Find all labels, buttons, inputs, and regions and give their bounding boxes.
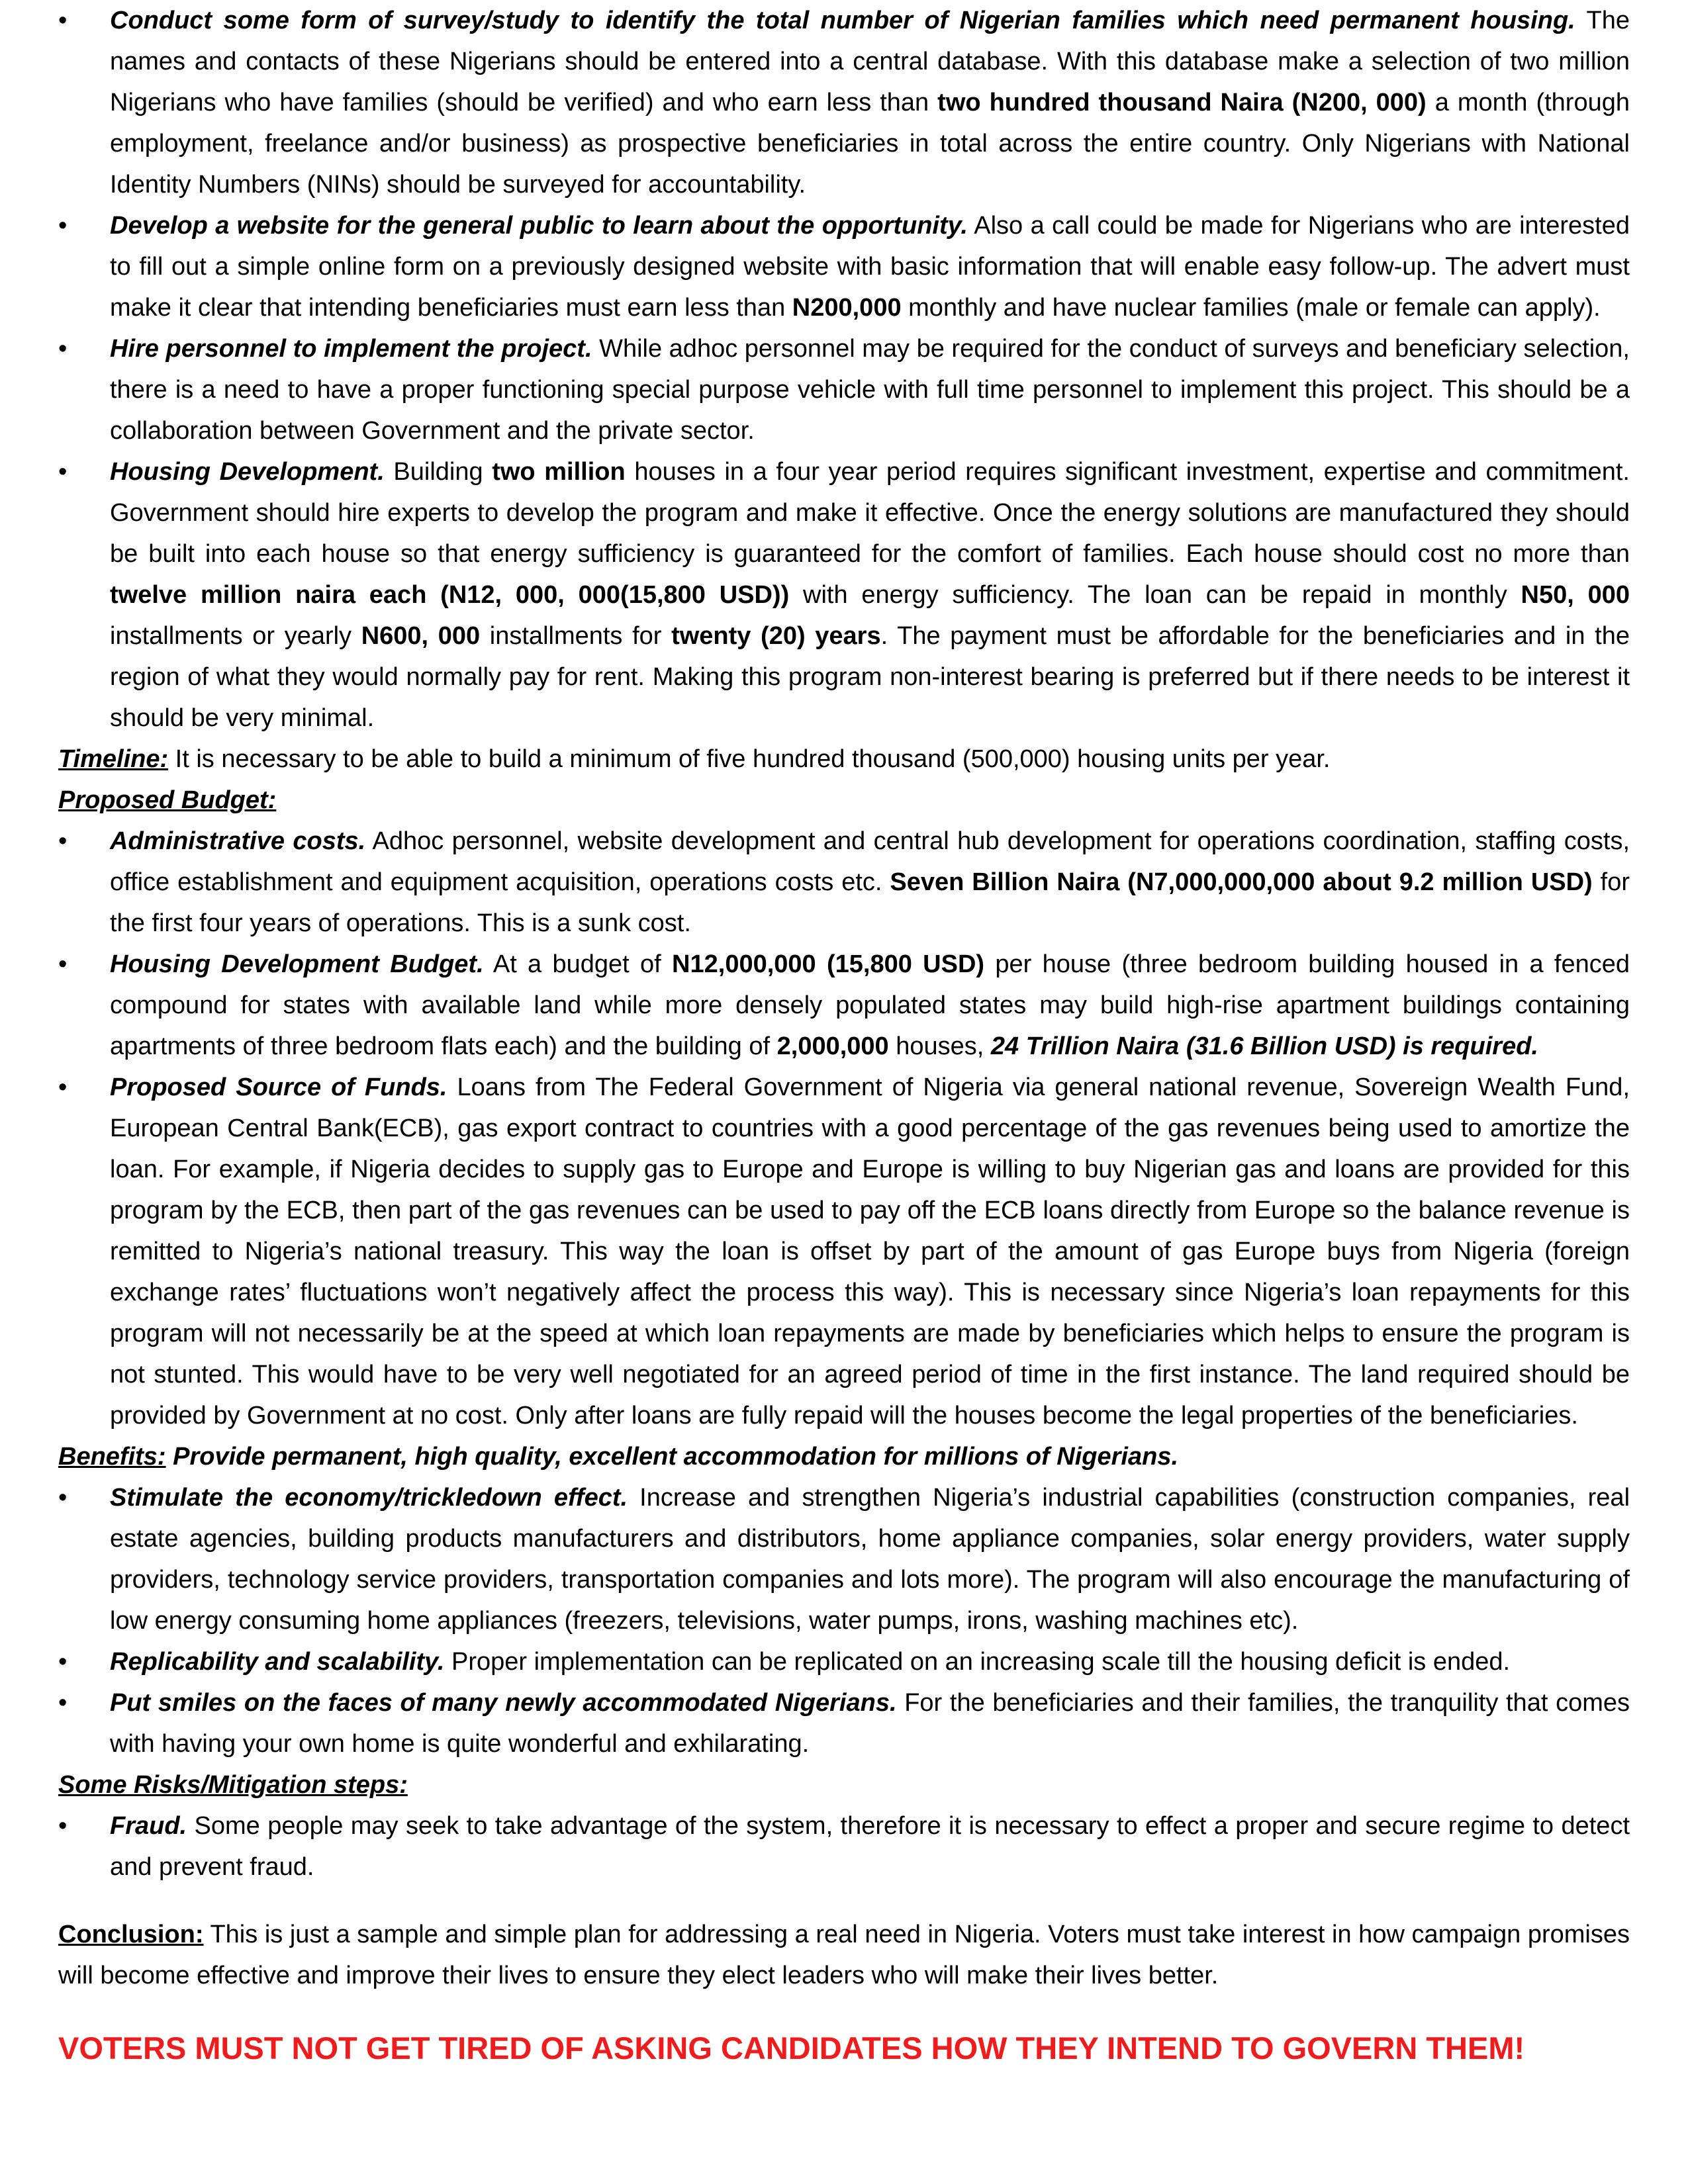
item-lead: Administrative costs. [110,827,366,855]
item-lead: Stimulate the economy/trickledown effect. [110,1484,628,1512]
item-lead: Develop a website for the general public to learn about the opportunity. [110,212,968,240]
item-text: While adhoc personnel may be required for the conduct of surveys and beneficiary selection, there is a need to have a proper functioning special purpose vehicle with full time personnel to implement this project. This should be a collaboration between Government and the private sector. [110,335,1630,445]
implementation-steps-list [58,0,1630,739]
item-text: For the beneficiaries and their families, the tranquility that comes with having your own home is quite wonderful and exhilarating. [110,1689,1630,1758]
list-item-replicability [58,1641,1630,1682]
item-lead: Replicability and scalability. [110,1648,445,1676]
item-emphasis: Seven Billion Naira (N7,000,000,000 about 9.2 million USD) [890,868,1593,896]
list-item-survey [58,0,1630,205]
benefits-list [58,1477,1630,1764]
item-text: per house (three bedroom building housed in a fenced compound for states with available land while more densely populated states may build high-rise apartment buildings containing apartments of three bedroom flats each) and the building of [110,950,1630,1060]
item-text: Adhoc personnel, website development and central hub development for operations coordination, staffing costs, office establishment and equipment acquisition, operations costs etc. [110,827,1630,896]
timeline-paragraph [58,739,1630,780]
item-text: . The payment must be affordable for the beneficiaries and in the region of what they would normally pay for rent. Making this program non-interest bearing is preferred but if there needs to be interest it should be very minimal. [110,622,1630,732]
item-emphasis: two million [492,458,626,486]
item-text: Building [384,458,492,486]
item-text: houses in a four year period requires significant investment, expertise and commitment. Government should hire experts to develop the program and make it effective. Once the energy solutions are manufactured they should be built into each house so that energy sufficiency is guaranteed for the comfort of families. Each house should cost no more than [110,458,1630,568]
list-item-housing-budget [58,944,1630,1067]
conclusion-text: This is just a sample and simple plan for addressing a real need in Nigeria. Voters must take interest in how campaign promises will become effective and improve their lives to ensure they elect leaders who will make their lives better. [58,1921,1630,1989]
item-emphasis: N600, 000 [361,622,481,650]
call-to-action-banner: VOTERS MUST NOT GET TIRED OF ASKING CANDIDATES HOW THEY INTEND TO GOVERN THEM! [58,2030,1525,2066]
item-text: a month (through employment, freelance and/or business) as prospective beneficiaries in total across the entire country. Only Nigerians with National Identity Numbers (NINs) should be surveyed for accountability. [110,89,1630,199]
item-lead: Conduct some form of survey/study to identify the total number of Nigerian families which need permanent housing. [110,7,1575,34]
item-lead: Proposed Source of Funds. [110,1073,447,1101]
item-text: The names and contacts of these Nigerians should be entered into a central database. With this database make a selection of two million Nigerians who have families (should be verified) and who earn less than [110,7,1630,116]
benefits-paragraph [58,1436,1630,1477]
list-item-fraud [58,1805,1630,1888]
item-text: houses, [888,1032,991,1060]
risks-heading: Some Risks/Mitigation steps: [58,1771,408,1799]
item-text: with energy sufficiency. The loan can be repaid in monthly [789,581,1521,609]
item-text: Some people may seek to take advantage of the system, therefore it is necessary to effect a proper and secure regime to detect and prevent fraud. [110,1812,1630,1881]
list-item-personnel [58,328,1630,451]
item-text: At a budget of [483,950,673,978]
item-emphasis: two hundred thousand Naira (N200, 000) [937,89,1427,116]
item-emphasis: N200,000 [792,294,902,322]
risks-list [58,1805,1630,1888]
budget-list [58,821,1630,1436]
timeline-text: It is necessary to be able to build a minimum of five hundred thousand (500,000) housing units per year. [168,745,1331,773]
item-text: Proper implementation can be replicated on an increasing scale till the housing deficit is ended. [444,1648,1511,1676]
risks-heading-line [58,1764,1630,1805]
item-lead: Fraud. [110,1812,187,1840]
conclusion-paragraph [58,1914,1630,1996]
item-text: Also a call could be made for Nigerians who are interested to fill out a simple online form on a previously designed website with basic information that will enable easy follow-up. The advert must make it clear that intending beneficiaries must earn less than [110,212,1630,322]
conclusion-heading: Conclusion: [58,1921,204,1948]
benefits-heading: Benefits: [58,1443,166,1471]
item-text: Increase and strengthen Nigeria’s industrial capabilities (construction companies, real estate agencies, building products manufacturers and distributors, home appliance companies, solar energy providers, water supply providers, technology service providers, transportation companies and lots more). The program will also encourage the manufacturing of low energy consuming home appliances (freezers, televisions, water pumps, irons, washing machines etc). [110,1484,1630,1635]
item-text: installments for [480,622,672,650]
list-item-stimulate-economy [58,1477,1630,1641]
timeline-heading: Timeline: [58,745,169,773]
list-item-smiles [58,1682,1630,1764]
item-emphasis: twelve million naira each (N12, 000, 000(15,800 USD)) [110,581,790,609]
budget-heading: Proposed Budget: [58,786,277,814]
document-body [58,0,1630,2069]
budget-heading-line [58,780,1630,821]
item-emphasis: N50, 000 [1521,581,1630,609]
item-emphasis: 24 Trillion Naira (31.6 Billion USD) is required. [990,1032,1538,1060]
item-lead: Hire personnel to implement the project. [110,335,592,363]
item-text: monthly and have nuclear families (male or female can apply). [901,294,1601,322]
list-item-source-of-funds [58,1067,1630,1436]
item-lead: Housing Development. [110,458,385,486]
item-lead: Put smiles on the faces of many newly accommodated Nigerians. [110,1689,897,1717]
list-item-website [58,205,1630,328]
item-emphasis: 2,000,000 [776,1032,889,1060]
item-emphasis: twenty (20) years [671,622,881,650]
item-text: for the first four years of operations. This is a sunk cost. [110,868,1630,937]
item-text: Loans from The Federal Government of Nigeria via general national revenue, Sovereign Wealth Fund, European Central Bank(ECB), gas export contract to countries with a good percentage of the gas revenues being used to amortize the loan. For example, if Nigeria decides to supply gas to Europe and Europe is willing to buy Nigerian gas and loans are provided for this program by the ECB, then part of the gas revenues can be used to pay off the ECB loans directly from Europe so the balance revenue is remitted to Nigeria’s national treasury. This way the loan is offset by part of the amount of gas Europe buys from Nigeria (foreign exchange rates’ fluctuations won’t negatively affect the process this way). This is necessary since Nigeria’s loan repayments for this program will not necessarily be at the speed at which loan repayments are made by beneficiaries which helps to ensure the program is not stunted. This would have to be very well negotiated for an agreed period of time in the first instance. The land required should be provided by Government at no cost. Only after loans are fully repaid will the houses become the legal properties of the beneficiaries. [110,1073,1630,1430]
benefits-summary: Provide permanent, high quality, excellent accommodation for millions of Nigerians. [165,1443,1179,1471]
item-text: installments or yearly [110,622,361,650]
item-emphasis: N12,000,000 (15,800 USD) [672,950,985,978]
list-item-housing-development [58,451,1630,739]
item-lead: Housing Development Budget. [110,950,484,978]
list-item-administrative-costs [58,821,1630,944]
